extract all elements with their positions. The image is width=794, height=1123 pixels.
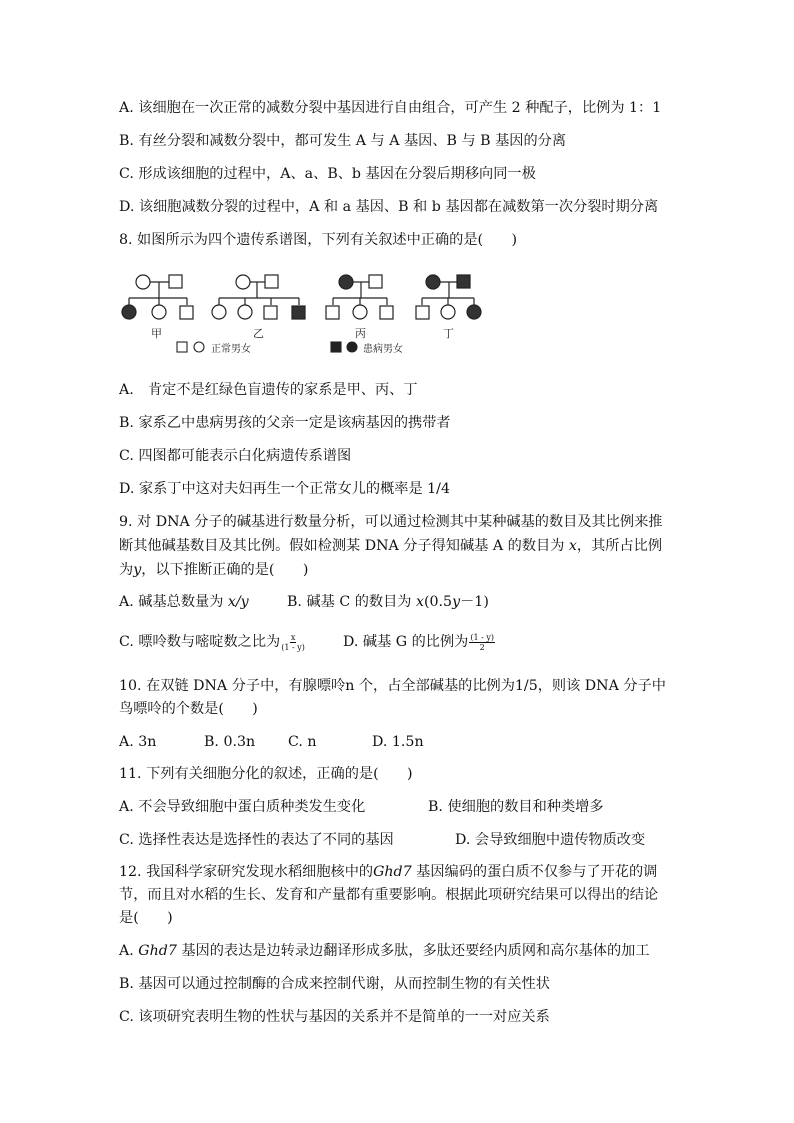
legend-normal-male-icon xyxy=(177,342,187,352)
q10-option-b: B. 0.3n xyxy=(204,734,256,750)
q9-option-d-fraction: $\frac{(1 - y)}{2}$ xyxy=(470,632,495,652)
legend-normal-label: 正常男女 xyxy=(211,344,251,355)
q12-stem-line2: 节，而且对水稻的生长、发育和产量都有重要影响。根据此项研究结果可以得出的结论 xyxy=(119,887,659,903)
legend-normal-female-icon xyxy=(194,342,204,352)
pedigree-figure xyxy=(115,268,435,363)
pedigree-yi xyxy=(212,275,305,319)
q10-option-c: C. n xyxy=(288,734,317,750)
q8-option-c: C. 四图都可能表示白化病遗传系谱图 xyxy=(119,448,352,464)
q8-option-b: B. 家系乙中患病男孩的父亲一定是该病基因的携带者 xyxy=(119,415,451,431)
q8-stem: 8. 如图所示为四个遗传系谱图，下列有关叙述中正确的是( ) xyxy=(119,232,517,248)
legend-affected-male-icon xyxy=(331,342,341,352)
q9-option-a: A. 碱基总数量为 x/y xyxy=(119,594,249,610)
pedigree-ding-figure xyxy=(413,268,493,343)
q12-stem-line1: 12. 我国科学家研究发现水稻细胞核中的Ghd7 基因编码的蛋白质不仅参与了开花的调 xyxy=(119,864,658,880)
q11-option-d: D. 会导致细胞中遗传物质改变 xyxy=(455,832,646,848)
q7-option-a: A. 该细胞在一次正常的减数分裂中基因进行自由组合，可产生 2 种配子，比例为 1：1 xyxy=(119,100,662,116)
q9-option-d: D. 碱基 G 的比例为 $\frac{(1 - y)}{2}$ xyxy=(343,632,495,652)
q12-option-c: C. 该项研究表明生物的性状与基因的关系并不是简单的一一对应关系 xyxy=(119,1009,550,1025)
q7-option-b: B. 有丝分裂和减数分裂中，都可发生 A 与 A 基因、B 与 B 基因的分离 xyxy=(119,133,567,149)
q11-option-c: C. 选择性表达是选择性的表达了不同的基因 xyxy=(119,832,394,848)
pedigree-jia xyxy=(122,275,193,319)
q11-option-b: B. 使细胞的数目和种类增多 xyxy=(428,799,604,815)
q9-stem-line2: 断其他碱基数目及其比例。假如检测某 DNA 分子得知碱基 A 的数目为 x，其所占比例 xyxy=(119,538,663,554)
q12-option-a: A. Ghd7 基因的表达是边转录边翻译形成多肽，多肽还要经内质网和高尔基体的加工 xyxy=(119,943,650,959)
q11-stem: 11. 下列有关细胞分化的叙述，正确的是( ) xyxy=(119,766,413,782)
q9-option-c: C. 嘌呤数与嘧啶数之比为 $\frac{x}{(1 - y)}$ xyxy=(119,632,305,652)
q10-stem-line1: 10. 在双链 DNA 分子中，有腺嘌呤n 个，占全部碱基的比例为1/5，则该 DNA 分子中 xyxy=(119,678,666,694)
legend-affected-label: 患病男女 xyxy=(363,344,403,355)
q7-option-c: C. 形成该细胞的过程中，A、a、B、b 基因在分裂后期移向同一极 xyxy=(119,166,536,182)
pedigree-label-ding: 丁 xyxy=(443,327,454,340)
pedigree-bing xyxy=(326,275,393,319)
pedigree-label-bing: 丙 xyxy=(355,327,366,340)
q10-option-a: A. 3n xyxy=(119,734,157,750)
q9-stem-line1: 9. 对 DNA 分子的碱基进行数量分析，可以通过检测其中某种碱基的数目及其比例来推 xyxy=(119,514,663,530)
q8-option-a: A. 肯定不是红绿色盲遗传的家系是甲、丙、丁 xyxy=(119,382,418,398)
q10-stem-line2: 鸟嘌呤的个数是( ) xyxy=(119,701,258,717)
pedigree-label-yi: 乙 xyxy=(253,327,264,340)
q8-option-d: D. 家系丁中这对夫妇再生一个正常女儿的概率是 1/4 xyxy=(119,481,450,497)
pedigree-label-jia: 甲 xyxy=(151,327,162,340)
q9-option-b: B. 碱基 C 的数目为 x(0.5y－1) xyxy=(287,594,489,610)
q7-option-d: D. 该细胞减数分裂的过程中，A 和 a 基因、B 和 b 基因都在减数第一次分裂时期分离 xyxy=(119,199,659,215)
q11-option-a: A. 不会导致细胞中蛋白质种类发生变化 xyxy=(119,799,366,815)
q12-stem-line3: 是( ) xyxy=(119,910,173,926)
legend-affected-female-icon xyxy=(347,342,357,352)
q9-stem-line3: 为y，以下推断正确的是( ) xyxy=(119,562,309,578)
q10-option-d: D. 1.5n xyxy=(372,734,424,750)
q12-option-b: B. 基因可以通过控制酶的合成来控制代谢，从而控制生物的有关性状 xyxy=(119,976,550,992)
q9-option-c-fraction: $\frac{x}{(1 - y)}$ xyxy=(281,632,305,652)
